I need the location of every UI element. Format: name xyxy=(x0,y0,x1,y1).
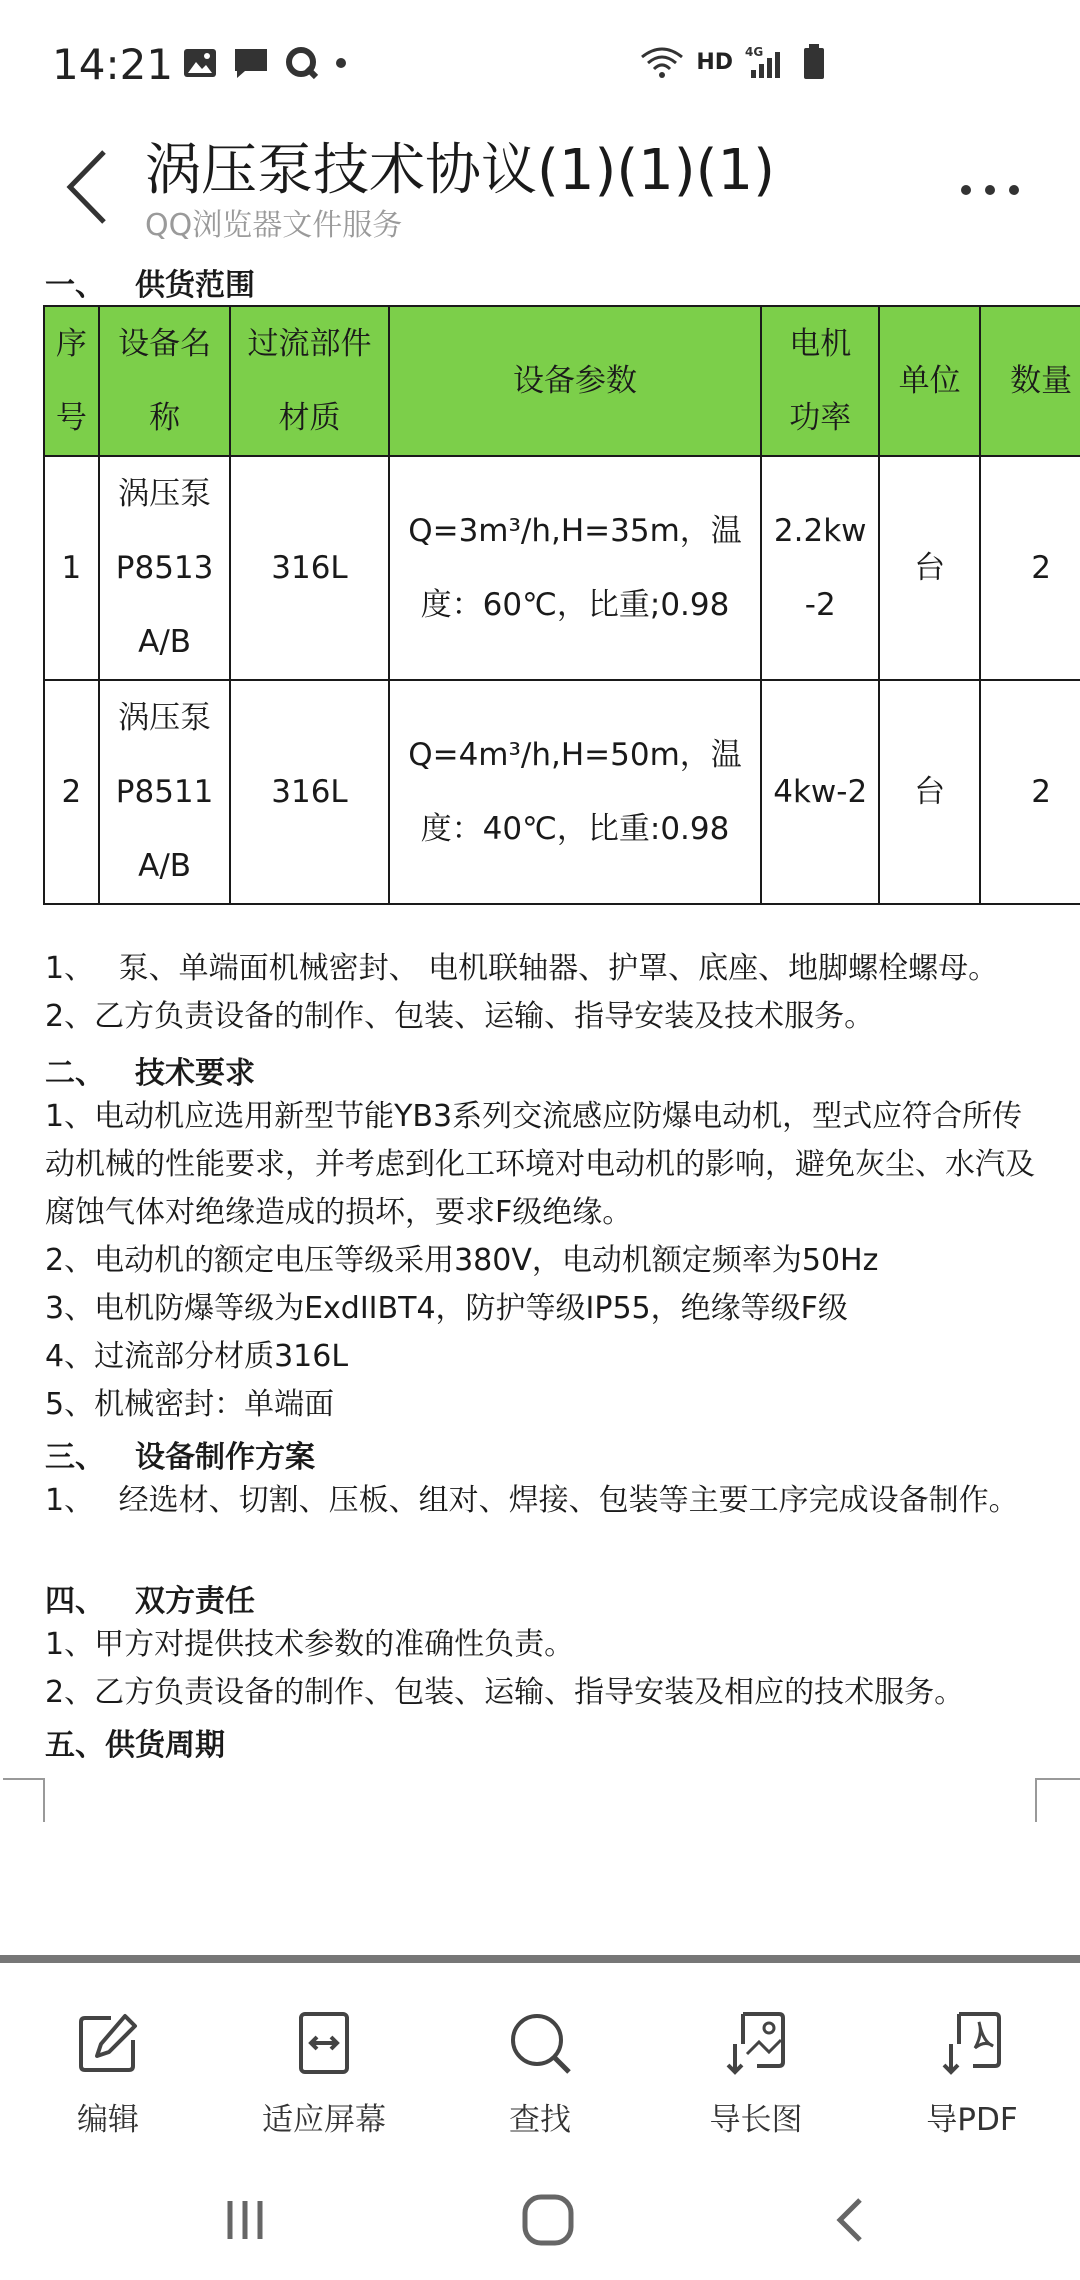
image-icon xyxy=(183,48,217,78)
header-qty: 数量 xyxy=(980,306,1080,456)
cell-power: 2.2kw -2 xyxy=(761,456,879,680)
supply-table xyxy=(43,305,1080,905)
scope-item: 1、 泵、单端面机械密封、 电机联轴器、护罩、底座、地脚螺栓螺母。 xyxy=(45,951,999,986)
section-heading xyxy=(45,1048,255,1092)
duty-item: 2、乙方负责设备的制作、包装、运输、指导安装及相应的技术服务。 xyxy=(45,1675,965,1710)
more-options-button[interactable] xyxy=(940,160,1040,220)
edit-icon xyxy=(75,2010,141,2076)
header-name: 设备名 称 xyxy=(99,306,231,456)
page-corner-mark xyxy=(1035,1778,1037,1822)
export-long-image-button[interactable] xyxy=(648,1990,864,2150)
search-label: 查找 xyxy=(509,2102,571,2138)
section-heading xyxy=(45,260,255,304)
notification-icons xyxy=(183,46,347,80)
edit-label: 编辑 xyxy=(77,2102,139,2138)
export-long-image-label: 导长图 xyxy=(709,2102,803,2138)
cell-unit: 台 xyxy=(879,456,980,680)
title-bar xyxy=(0,120,1080,250)
cell-params: Q=4m³/h,H=50m，温 度：40℃，比重:0.98 xyxy=(389,680,762,904)
header-seq: 序 号 xyxy=(44,306,99,456)
dot-icon xyxy=(335,57,347,69)
section-title: 技术要求 xyxy=(135,1056,255,1091)
section-heading: 五、供货周期 xyxy=(45,1728,225,1763)
document-viewer[interactable] xyxy=(0,250,1080,1950)
section-number: 四、 xyxy=(45,1584,105,1619)
document-title: 涡压泵技术协议(1)(1)(1) xyxy=(145,138,775,203)
tech-item: 4、过流部分材质316L xyxy=(45,1339,349,1374)
export-pdf-icon xyxy=(939,2010,1005,2076)
cell-power: 4kw-2 xyxy=(761,680,879,904)
home-icon xyxy=(520,2192,576,2248)
battery-icon xyxy=(803,44,825,80)
duty-item: 1、甲方对提供技术参数的准确性负责。 xyxy=(45,1627,575,1662)
cell-unit: 台 xyxy=(879,680,980,904)
cell-name: 涡压泵 P8511 A/B xyxy=(99,680,231,904)
nav-back-button[interactable] xyxy=(810,2190,890,2250)
signal-4g-icon xyxy=(745,44,791,80)
fit-screen-icon xyxy=(291,2010,357,2076)
header-params: 设备参数 xyxy=(389,306,762,456)
cell-seq: 2 xyxy=(44,680,99,904)
more-dot-icon xyxy=(1009,185,1019,195)
more-dot-icon xyxy=(985,185,995,195)
table-header-row xyxy=(44,306,1080,456)
scope-item: 2、乙方负责设备的制作、包装、运输、指导安装及技术服务。 xyxy=(45,999,875,1034)
back-arrow-icon xyxy=(60,142,120,232)
more-dot-icon xyxy=(961,185,971,195)
back-icon xyxy=(830,2195,870,2245)
fit-screen-label: 适应屏幕 xyxy=(262,2102,386,2138)
fit-screen-button[interactable] xyxy=(216,1990,432,2150)
cell-material: 316L xyxy=(230,456,388,680)
status-bar xyxy=(0,0,1080,130)
header-unit: 单位 xyxy=(879,306,980,456)
tech-item: 5、机械密封：单端面 xyxy=(45,1387,335,1422)
back-button[interactable] xyxy=(60,142,120,232)
hd-badge: HD xyxy=(696,49,733,75)
header-power: 电机 功率 xyxy=(761,306,879,456)
export-long-image-icon xyxy=(723,2010,789,2076)
table-row xyxy=(44,680,1080,904)
message-icon xyxy=(233,47,269,79)
scroll-divider xyxy=(0,1955,1080,1963)
cell-name: 涡压泵 P8513 A/B xyxy=(99,456,231,680)
cell-seq: 1 xyxy=(44,456,99,680)
tech-item: 2、电动机的额定电压等级采用380V，电动机额定频率为50Hz xyxy=(45,1243,879,1278)
tech-item: 3、电机防爆等级为ExdIIBT4，防护等级IP55，绝缘等级F级 xyxy=(45,1291,848,1326)
qq-icon xyxy=(285,46,319,80)
section-title: 双方责任 xyxy=(135,1584,255,1619)
section-title: 供货范围 xyxy=(135,268,255,303)
bottom-toolbar xyxy=(0,1990,1080,2150)
cell-params: Q=3m³/h,H=35m，温 度：60℃，比重;0.98 xyxy=(389,456,762,680)
export-pdf-label: 导PDF xyxy=(926,2102,1018,2138)
tech-item: 1、电动机应选用新型节能YB3系列交流感应防爆电动机，型式应符合所传动机械的性能要求，并考虑到化工环境对电动机的影响，避免灰尘、水汽及腐蚀气体对绝缘造成的损坏，要求F级绝缘。 xyxy=(45,1099,1035,1230)
search-button[interactable] xyxy=(432,1990,648,2150)
export-pdf-button[interactable] xyxy=(864,1990,1080,2150)
table-row xyxy=(44,456,1080,680)
section-title: 设备制作方案 xyxy=(135,1440,315,1475)
recent-apps-icon xyxy=(220,2195,270,2245)
edit-button[interactable] xyxy=(0,1990,216,2150)
search-icon xyxy=(507,2010,573,2076)
recent-apps-button[interactable] xyxy=(205,2190,285,2250)
section-heading xyxy=(45,1576,255,1620)
section-number: 三、 xyxy=(45,1440,105,1475)
section-number: 一、 xyxy=(45,268,105,303)
section-number: 二、 xyxy=(45,1056,105,1091)
home-button[interactable] xyxy=(508,2190,588,2250)
page-corner-mark xyxy=(43,1778,45,1822)
plan-item: 1、 经选材、切割、压板、组对、焊接、包装等主要工序完成设备制作。 xyxy=(45,1483,1019,1518)
document-subtitle: QQ浏览器文件服务 xyxy=(145,208,403,243)
cell-qty: 2 xyxy=(980,680,1080,904)
net-type-label: 4G xyxy=(745,45,764,59)
status-time: 14:21 xyxy=(52,40,174,89)
system-navbar xyxy=(0,2160,1080,2280)
cell-qty: 2 xyxy=(980,456,1080,680)
system-icons xyxy=(640,44,825,80)
section-heading xyxy=(45,1432,315,1476)
header-material: 过流部件 材质 xyxy=(230,306,388,456)
wifi-icon xyxy=(640,45,684,79)
cell-material: 316L xyxy=(230,680,388,904)
